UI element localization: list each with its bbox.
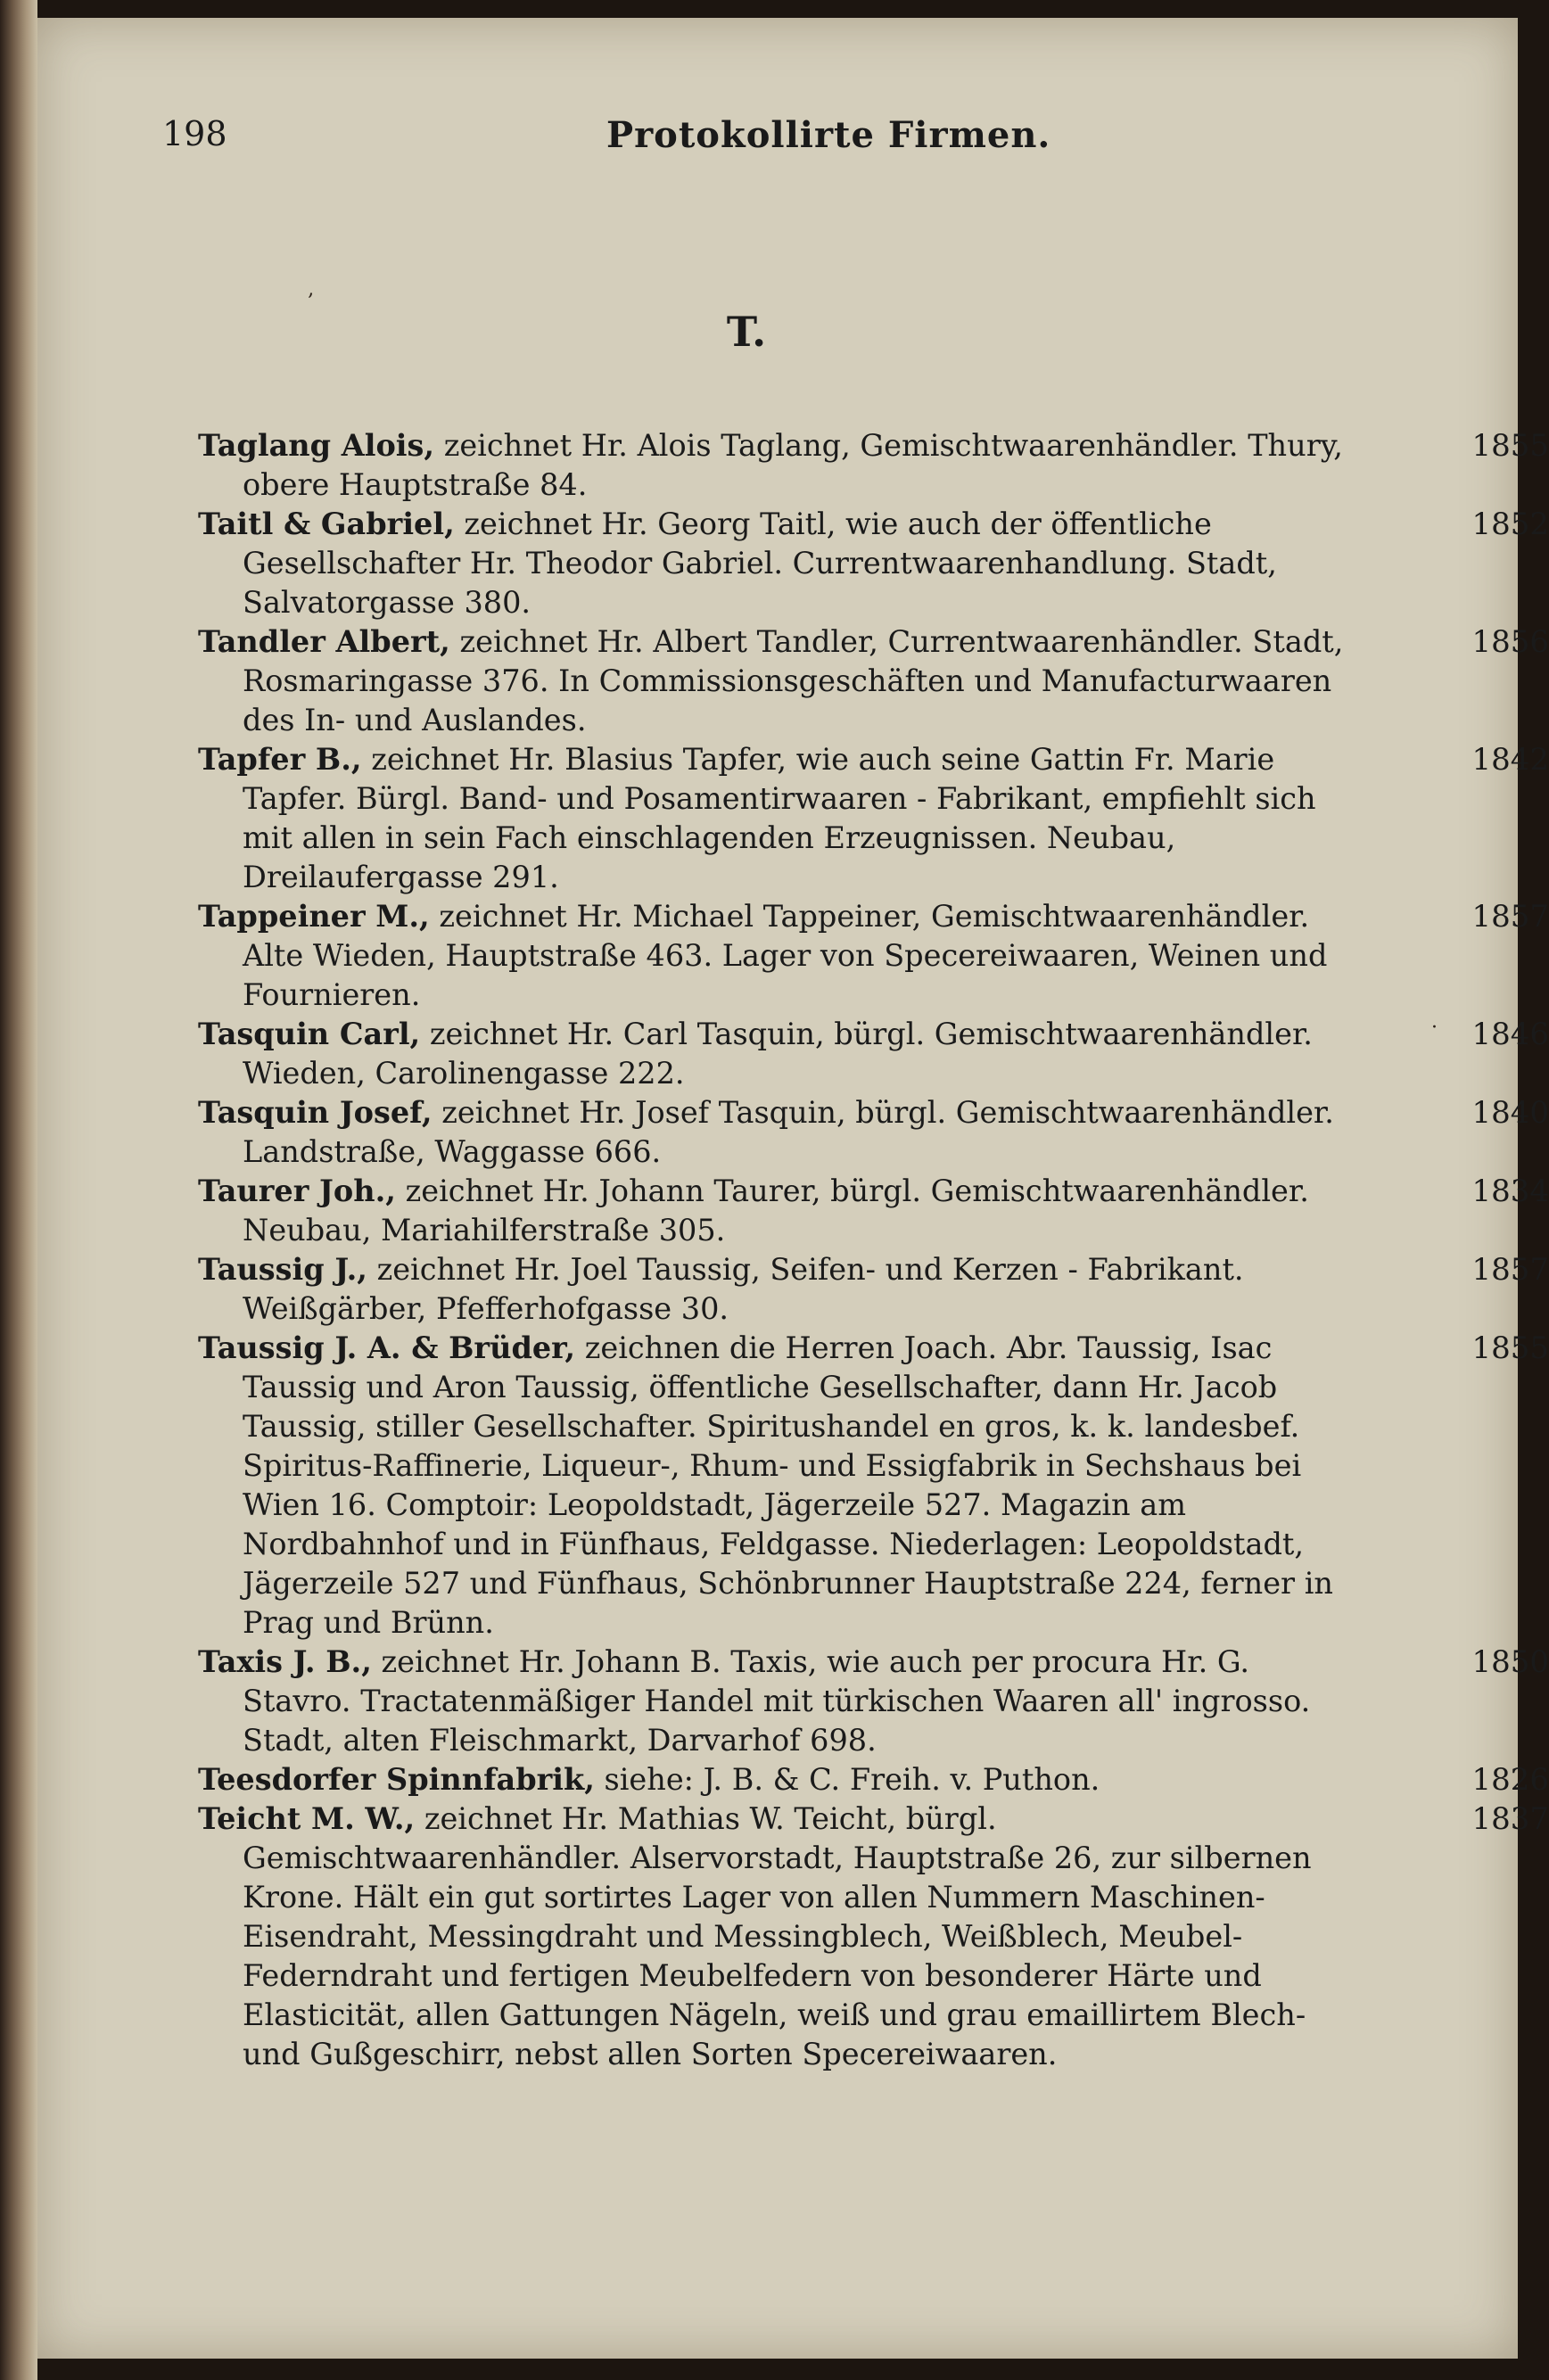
ink-speck: · [1431, 1017, 1438, 1039]
entry-name: Teicht M. W., [198, 1801, 416, 1836]
list-item [198, 740, 1549, 897]
entry-year: 1837 [1471, 1801, 1549, 1837]
entry-year: 1855 [1471, 428, 1549, 464]
entry-text: zeichnen die Herren Joach. Abr. Taussig, Isac Taussig und Aron Taussig, öffentliche Gesellschafter, dann Hr. Jacob Taussig, stiller Gesellschafter. Spiritushandel en gros, k. k. landesbef. Spiritus-Raffinerie, Liqueur-, Rhum- und Essigfabrik in Sechshaus bei Wien 16. Comptoir: Leopoldstadt, Jägerzeile 527. Magazin am Nordbahnhof und in Fünfhaus, Feldgasse. Niederlagen: Leopoldstadt, Jägerzeile 527 und Fünfhaus, Schönbrunner Hauptstraße 224, ferner in Prag und Brünn. [243, 1330, 1333, 1640]
list-item [198, 897, 1549, 1015]
page-number: 198 [162, 114, 227, 153]
entry-name: Taglang Alois, [198, 428, 435, 463]
entry-name: Taurer Joh., [198, 1174, 396, 1208]
entry-year: 1840 [1471, 1095, 1549, 1131]
book-spine [0, 0, 37, 2380]
list-item [198, 1093, 1549, 1172]
entry-text: zeichnet Hr. Johann B. Taxis, wie auch per procura Hr. G. Stavro. Tractatenmäßiger Handel mit türkischen Waaren all' ingrosso. Stadt, alten Fleischmarkt, Darvarhof 698. [243, 1644, 1311, 1758]
entry-year: 1856 [1471, 624, 1549, 660]
entry-year: 1850 [1471, 1644, 1549, 1680]
section-letter [0, 308, 1530, 356]
entry-text: zeichnet Hr. Josef Tasquin, bürgl. Gemischtwaarenhändler. Landstraße, Waggasse 666. [243, 1095, 1334, 1169]
entry-year: 1852 [1471, 506, 1549, 542]
entry-text: zeichnet Hr. Albert Tandler, Currentwaarenhändler. Stadt, Rosmaringasse 376. In Commissionsgeschäften und Manufacturwaaren des In- und Auslandes. [243, 624, 1344, 737]
entry-text: zeichnet Hr. Georg Taitl, wie auch der öffentliche Gesellschafter Hr. Theodor Gabriel. Currentwaarenhandlung. Stadt, Salvatorgasse 380. [243, 506, 1277, 620]
entry-text: zeichnet Hr. Mathias W. Teicht, bürgl. Gemischtwaarenhändler. Alservorstadt, Hauptstraße 26, zur silbernen Krone. Hält ein gut sortirtes Lager von allen Nummern Maschinen-Eisendraht, Messingdraht und Messingblech, Weißblech, Meubel-Federndraht und fertigen Meubelfedern von besonderer Härte und Elasticität, allen Gattungen Nägeln, weiß und grau emaillirtem Blech- und Gußgeschirr, nebst allen Sorten Specereiwaaren. [243, 1801, 1312, 2071]
entry-name: Taussig J., [198, 1252, 367, 1287]
list-item [198, 1643, 1549, 1760]
entry-name: Taussig J. A. & Brüder, [198, 1330, 576, 1365]
entry-year: 1857 [1471, 899, 1549, 935]
entry-year: 1857 [1471, 1252, 1549, 1288]
entry-text: zeichnet Hr. Joel Taussig, Seifen- und Kerzen - Fabrikant. Weißgärber, Pfefferhofgasse 30. [243, 1252, 1244, 1326]
entry-year: 1842 [1471, 742, 1549, 778]
entry-name: Taxis J. B., [198, 1644, 372, 1679]
entry-year: 1855 [1471, 1330, 1549, 1366]
entry-name: Tasquin Carl, [198, 1017, 421, 1051]
entry-name: Teesdorfer Spinnfabrik, [198, 1762, 595, 1797]
entry-year: 1834 [1471, 1174, 1549, 1209]
entry-name: Tappeiner M., [198, 899, 430, 934]
entry-year: 1846 [1471, 1017, 1549, 1052]
list-item [198, 1015, 1549, 1093]
entry-text: zeichnet Hr. Michael Tappeiner, Gemischtwaarenhändler. Alte Wieden, Hauptstraße 463. Lager von Specereiwaaren, Weinen und Fournieren. [243, 899, 1328, 1012]
running-head: Protokollirte Firmen. [606, 114, 1051, 156]
entry-name: Taitl & Gabriel, [198, 506, 455, 541]
ink-speck: ‚ [308, 278, 314, 301]
list-item [198, 1329, 1549, 1643]
entry-year: 1826 [1471, 1762, 1549, 1798]
entry-text: zeichnet Hr. Blasius Tapfer, wie auch seine Gattin Fr. Marie Tapfer. Bürgl. Band- und Posamentirwaaren - Fabrikant, empfiehlt sich mit allen in sein Fach einschlagenden Erzeugnissen. Neubau, Dreilaufergasse 291. [243, 742, 1316, 894]
entry-text: zeichnet Hr. Carl Tasquin, bürgl. Gemischtwaarenhändler. Wieden, Carolinengasse 222. [243, 1017, 1313, 1091]
entry-list [198, 426, 1549, 2074]
list-item [198, 505, 1549, 622]
entry-text: zeichnet Hr. Alois Taglang, Gemischtwaarenhändler. Thury, obere Hauptstraße 84. [243, 428, 1343, 502]
list-item [198, 1799, 1549, 2074]
list-item [198, 1760, 1549, 1799]
entry-name: Tapfer B., [198, 742, 362, 777]
list-item [198, 1250, 1549, 1329]
list-item [198, 1172, 1549, 1250]
list-item [198, 426, 1549, 505]
entry-name: Tasquin Josef, [198, 1095, 433, 1130]
entry-text: siehe: J. B. & C. Freih. v. Puthon. [604, 1762, 1100, 1797]
list-item [198, 622, 1549, 740]
entry-name: Tandler Albert, [198, 624, 450, 659]
entry-text: zeichnet Hr. Johann Taurer, bürgl. Gemischtwaarenhändler. Neubau, Mariahilferstraße 305. [243, 1174, 1309, 1248]
section-letter-text: T. [726, 308, 767, 356]
